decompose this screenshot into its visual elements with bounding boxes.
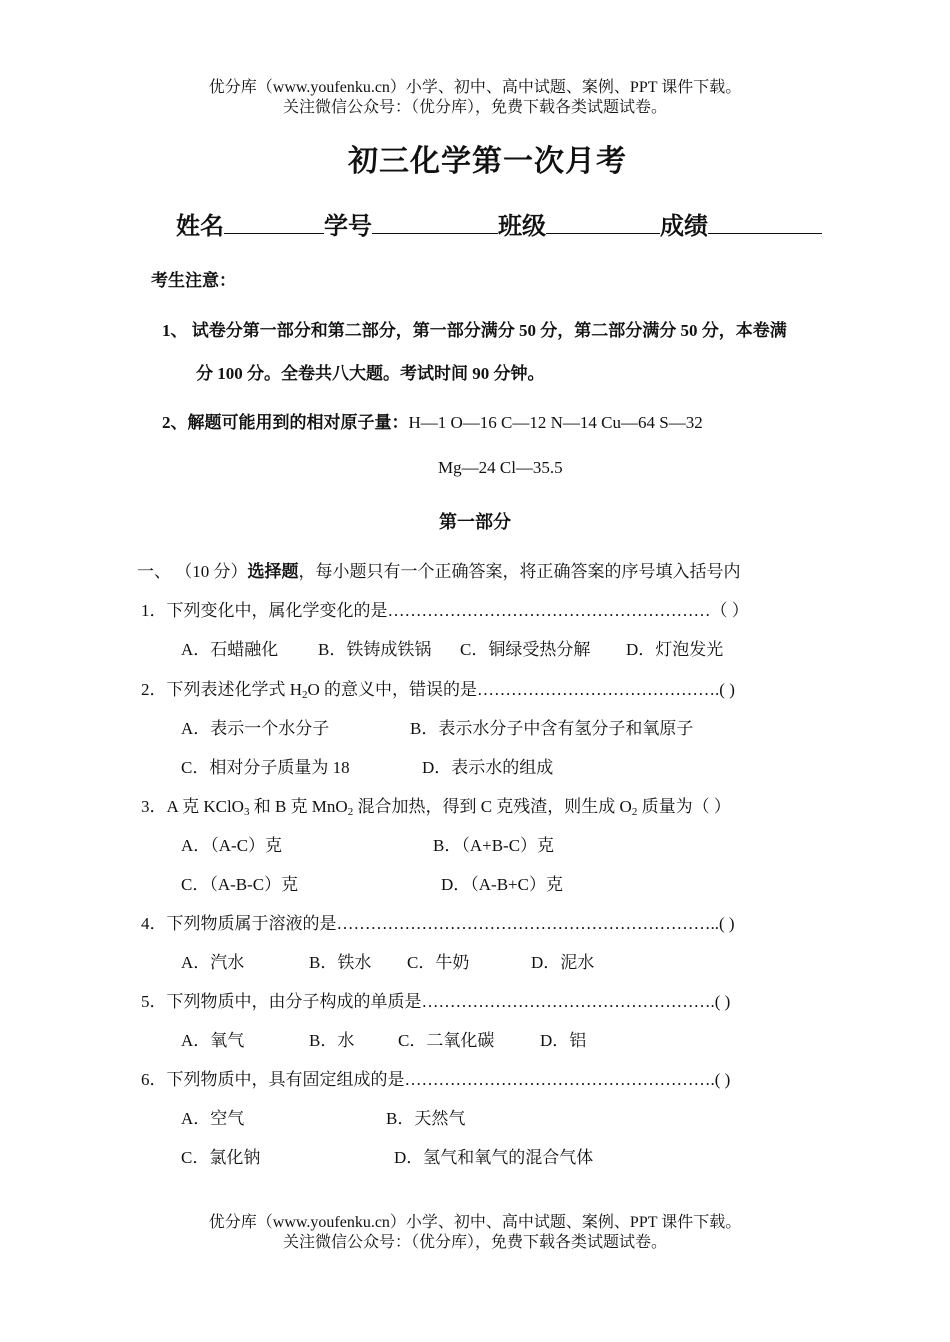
section-1-instruction: ，每小题只有一个正确答案，将正确答案的序号填入括号内 [298, 562, 741, 581]
question-5-option-d[interactable]: D．铝 [540, 1031, 587, 1050]
atomic-mass-values-line-2: Mg—24 Cl—35.5 [438, 458, 563, 477]
student-info-row [176, 206, 822, 241]
question-3-part-2: 和 B 克 MnO [249, 797, 348, 816]
section-1-heading [137, 557, 741, 582]
question-5-option-b[interactable]: B．水 [309, 1031, 355, 1050]
notice-heading: 考生注意： [151, 271, 236, 290]
question-2-option-a[interactable]: A．表示一个水分子 [181, 719, 330, 738]
notice-item-1-line-1: 1、 试卷分第一部分和第二部分，第一部分满分 50 分，第二部分满分 50 分，本卷满 [162, 321, 787, 340]
page-header-line2: 关注微信公众号：（优分库），免费下载各类试题试卷。 [282, 99, 667, 116]
question-3-option-c[interactable]: C．（A-B-C）克 [181, 875, 299, 894]
question-2-option-b[interactable]: B．表示水分子中含有氢分子和氧原子 [410, 719, 694, 738]
question-2-option-d[interactable]: D．表示水的组成 [422, 758, 554, 777]
question-3-sub-1: 3 [243, 806, 250, 818]
name-label: 姓名 [176, 214, 224, 240]
page-footer-line1: 优分库（www.youfenku.cn）小学、初中、高中试题、案例、PPT 课件下载。 [208, 1214, 742, 1231]
page-header-line1: 优分库（www.youfenku.cn）小学、初中、高中试题、案例、PPT 课件下载。 [208, 79, 742, 96]
question-3-sub-2: 2 [347, 806, 354, 818]
question-3-part-3: 混合加热，得到 C 克残渣，则生成 O [353, 797, 632, 816]
question-3-option-a[interactable]: A．（A-C）克 [181, 836, 283, 855]
question-2-option-c[interactable]: C．相对分子质量为 18 [181, 758, 350, 777]
question-1-stem: 1．下列变化中，属化学变化的是…………………………………………………（ ） [141, 601, 749, 620]
atomic-mass-values: H—1 O—16 C—12 N—14 Cu—64 S—32 [408, 413, 703, 432]
page-footer-line2: 关注微信公众号：（优分库），免费下载各类试题试卷。 [282, 1234, 667, 1251]
question-2-stem-part-1: 2．下列表述化学式 H [141, 680, 303, 699]
question-3-part-4: 质量为（ ） [637, 797, 731, 816]
part-title: 第一部分 [439, 512, 511, 532]
question-1-option-a[interactable]: A．石蜡融化 [181, 640, 279, 659]
question-3-option-d[interactable]: D．（A-B+C）克 [441, 875, 563, 894]
question-3-option-b[interactable]: B．（A+B-C）克 [433, 836, 555, 855]
question-6-stem: 6．下列物质中，具有固定组成的是……………………………………………….( ) [141, 1070, 731, 1089]
score-label: 成绩 [660, 214, 708, 240]
question-6-option-b[interactable]: B．天然气 [386, 1109, 466, 1128]
class-blank[interactable] [546, 213, 660, 234]
notice-item-2-label: 2、解题可能用到的相对原子量： [162, 413, 409, 432]
score-blank[interactable] [708, 213, 822, 234]
number-label: 学号 [324, 214, 372, 240]
question-5-option-a[interactable]: A．氧气 [181, 1031, 245, 1050]
section-1-type: 选择题 [247, 562, 299, 581]
question-2-stem [141, 675, 735, 700]
question-4-stem: 4．下列物质属于溶液的是…………………………………………………………..( ) [141, 914, 735, 933]
section-1-prefix: 一、 （10 分） [137, 562, 248, 581]
question-3-sub-3: 2 [631, 806, 638, 818]
question-3-part-1: 3．A 克 KClO [141, 797, 244, 816]
question-3-stem [141, 792, 731, 817]
question-4-option-a[interactable]: A．汽水 [181, 953, 245, 972]
question-6-option-c[interactable]: C．氯化钠 [181, 1148, 261, 1167]
question-4-option-b[interactable]: B．铁水 [309, 953, 372, 972]
question-1-option-c[interactable]: C．铜绿受热分解 [460, 640, 591, 659]
page-title: 初三化学第一次月考 [348, 145, 627, 178]
number-blank[interactable] [372, 213, 498, 234]
question-2-subscript: 2 [302, 689, 308, 701]
question-2-stem-part-2: O 的意义中，错误的是…………………………………….( ) [307, 680, 735, 699]
question-6-option-d[interactable]: D．氢气和氧气的混合气体 [394, 1148, 594, 1167]
question-4-option-d[interactable]: D．泥水 [531, 953, 595, 972]
notice-item-1-line-2: 分 100 分。全卷共八大题。考试时间 90 分钟。 [196, 364, 545, 383]
name-blank[interactable] [224, 213, 324, 234]
question-1-option-d[interactable]: D．灯泡发光 [626, 640, 724, 659]
notice-item-2 [162, 408, 703, 433]
question-5-stem: 5．下列物质中，由分子构成的单质是…………………………………………….( ) [141, 992, 731, 1011]
class-label: 班级 [498, 214, 546, 240]
question-5-option-c[interactable]: C．二氧化碳 [398, 1031, 495, 1050]
question-4-option-c[interactable]: C．牛奶 [407, 953, 470, 972]
question-6-option-a[interactable]: A．空气 [181, 1109, 245, 1128]
question-1-option-b[interactable]: B．铁铸成铁锅 [318, 640, 432, 659]
